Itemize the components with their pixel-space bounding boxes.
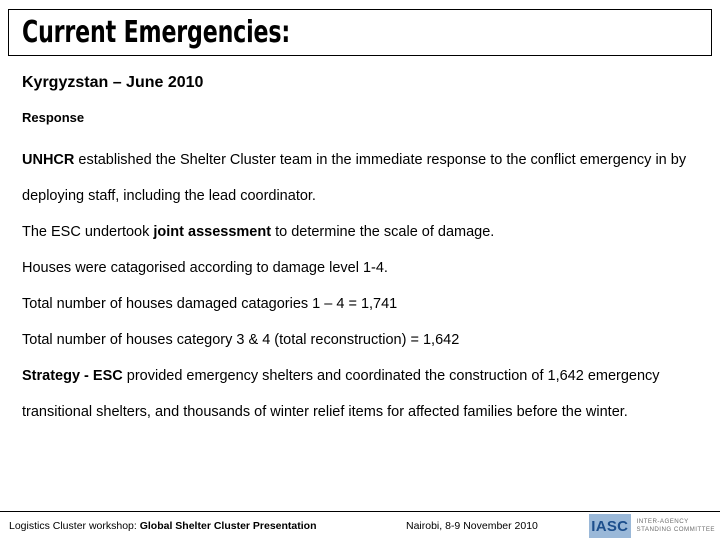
- paragraph-esc-assessment: [22, 214, 702, 250]
- section-label-response: Response: [22, 110, 85, 125]
- paragraph-unhcr-bold: UNHCR: [22, 152, 75, 168]
- iasc-mark-icon: [589, 514, 631, 538]
- paragraph-esc-bold: joint assessment: [153, 224, 272, 240]
- paragraph-unhcr: [22, 142, 702, 214]
- paragraph-total-category-3-4: Total number of houses category 3 & 4 (total reconstruction) = 1,642: [22, 332, 460, 348]
- iasc-logo: [589, 514, 715, 538]
- paragraph-damage-levels: Houses were catagorised according to damage level 1-4.: [22, 260, 388, 276]
- iasc-mark-text: IASC: [591, 517, 629, 535]
- slide-body: [22, 72, 702, 430]
- paragraph-total-categories-1-4: Total number of houses damaged catagories 1 – 4 = 1,741: [22, 296, 398, 312]
- paragraph-strategy: [22, 358, 702, 430]
- paragraph-esc-post: to determine the scale of damage.: [271, 224, 495, 240]
- footer-workshop-label: Logistics Cluster workshop:: [9, 520, 140, 532]
- paragraph-unhcr-text: established the Shelter Cluster team in the immediate response to the conflict emergency in by deploying staff, including the lead coordinator.: [22, 152, 687, 204]
- footer-location-date: Nairobi, 8-9 November 2010: [406, 520, 538, 532]
- footer-presentation-title: Global Shelter Cluster Presentation: [139, 520, 317, 532]
- slide-subtitle: Kyrgyzstan – June 2010: [22, 74, 204, 91]
- paragraph-esc-pre: The ESC undertook: [22, 224, 154, 240]
- paragraph-strategy-text: provided emergency shelters and coordinated the construction of 1,642 emergency transitional shelters, and thousands of winter relief items for affected families before the winter.: [22, 368, 660, 420]
- page-title: Current Emergencies:: [22, 15, 291, 50]
- iasc-wordmark: [631, 514, 715, 538]
- iasc-wordmark-line2: STANDING COMMITTEE: [636, 526, 715, 533]
- paragraph-strategy-bold: Strategy - ESC: [22, 368, 123, 384]
- iasc-wordmark-line1: INTER-AGENCY: [636, 518, 689, 525]
- title-box: [8, 9, 712, 56]
- footer-left-text: [9, 519, 317, 533]
